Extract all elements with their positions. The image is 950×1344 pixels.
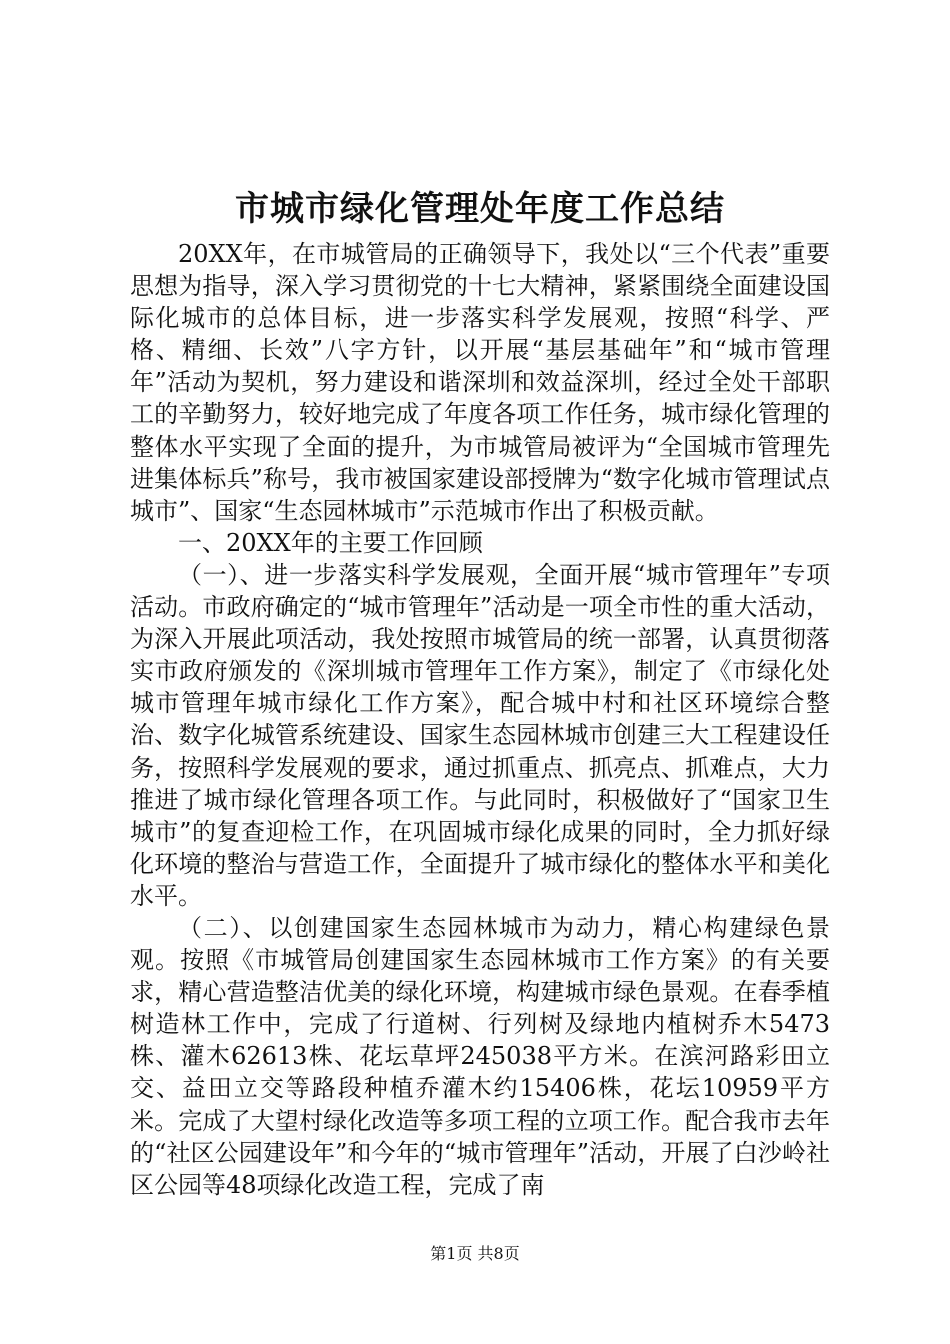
section-paragraph-1: （一）、进一步落实科学发展观，全面开展“城市管理年”专项活动。市政府确定的“城市管理年”活动是一项全市性的重大活动，为深入开展此项活动，我处按照市城管局的统一部署，认真贯彻落实市政府颁发的《深圳城市管理年工作方案》，制定了《市绿化处城市管理年城市绿化工作方案》，配合城中村和社区环境综合整治、数字化城管系统建设、国家生态园林城市创建三大工程建设任务，按照科学发展观的要求，通过抓重点、抓亮点、抓难点，大力推进了城市绿化管理各项工作。与此同时，积极做好了“国家卫生城市”的复查迎检工作，在巩固城市绿化成果的同时，全力抓好绿化环境的整治与营造工作，全面提升了城市绿化的整体水平和美化水平。 — [130, 560, 830, 910]
section-heading: 一、20XX年的主要工作回顾 — [178, 528, 483, 557]
intro-paragraph: 20XX年，在市城管局的正确领导下，我处以“三个代表”重要思想为指导，深入学习贯彻党的十七大精神，紧紧围绕全面建设国际化城市的总体目标，进一步落实科学发展观，按照“科学、严格、精细、长效”八字方针，以开展“基层基础年”和“城市管理年”活动为契机，努力建设和谐深圳和效益深圳，经过全处干部职工的辛勤努力，较好地完成了年度各项工作任务，城市绿化管理的整体水平实现了全面的提升，为市城管局被评为“全国城市管理先进集体标兵”称号，我市被国家建设部授牌为“数字化城市管理试点城市”、国家“生态园林城市”示范城市作出了积极贡献。 — [130, 240, 830, 525]
document-body — [130, 238, 830, 1201]
page-number-footer: 第1页 共8页 — [430, 1244, 520, 1263]
section-paragraph-2: （二）、以创建国家生态园林城市为动力，精心构建绿色景观。按照《市城管局创建国家生态园林城市工作方案》的有关要求，精心营造整洁优美的绿化环境，构建城市绿色景观。在春季植树造林工作中，完成了行道树、行列树及绿地内植树乔木5473株、灌木62613株、花坛草坪245038平方米。在滨河路彩田立交、益田立交等路段种植乔灌木约15406株，花坛10959平方米。完成了大望村绿化改造等多项工程的立项工作。配合我市去年的“社区公园建设年”和今年的“城市管理年”活动，开展了白沙岭社区公园等48项绿化改造工程，完成了南 — [130, 913, 830, 1199]
document-title: 市城市绿化管理处年度工作总结 — [235, 189, 725, 229]
